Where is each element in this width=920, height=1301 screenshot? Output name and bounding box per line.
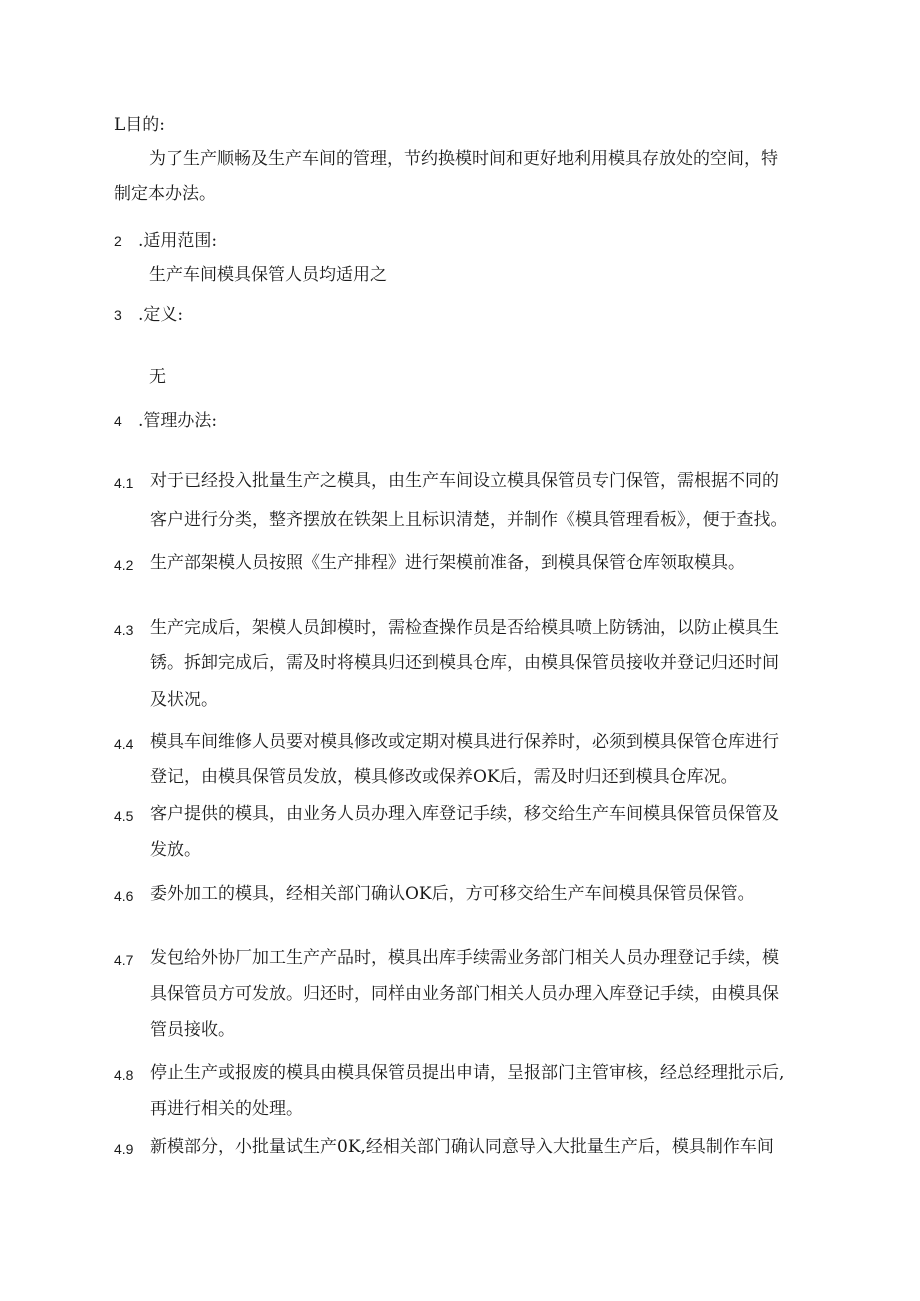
item-4-6-number: 4.6 [114,888,134,904]
section-3-heading: .定义: [138,305,184,325]
item-4-4-line-1: 模具车间维修人员要对模具修改或定期对模具进行保养时，必须到模具保管仓库进行 [150,732,779,752]
item-4-1-number: 4.1 [114,475,134,491]
section-3-body: 无 [149,367,166,387]
section-4-heading: .管理办法: [138,411,218,431]
item-4-5-number: 4.5 [114,808,134,824]
item-4-9-number: 4.9 [114,1141,134,1157]
item-4-8-number: 4.8 [114,1067,134,1083]
section-2-body: 生产车间模具保管人员均适用之 [149,265,387,285]
item-4-1-line-1: 对于已经投入批量生产之模具，由生产车间设立模具保管员专门保管，需根据不同的 [150,471,779,491]
item-4-3-line-2: 锈。拆卸完成后，需及时将模具归还到模具仓库，由模具保管员接收并登记归还时间 [150,653,779,673]
item-4-5-line-1: 客户提供的模具，由业务人员办理入库登记手续，移交给生产车间模具保管员保管及 [150,804,779,824]
item-4-6-line-1: 委外加工的模具，经相关部门确认OK后，方可移交给生产车间模具保管员保管。 [150,884,755,904]
section-1-body-line-2: 制定本办法。 [114,184,216,204]
item-4-5-line-2: 发放。 [150,840,201,860]
section-2-heading: .适用范围: [138,231,218,251]
section-4-number: 4 [114,413,122,429]
section-2-number: 2 [114,233,122,249]
section-1-heading: L目的: [114,115,166,135]
item-4-7-line-3: 管员接收。 [150,1020,235,1040]
item-4-8-line-1: 停止生产或报废的模具由模具保管员提出申请，呈报部门主管审核，经总经理批示后, [150,1063,785,1083]
item-4-4-line-2: 登记，由模具保管员发放，模具修改或保养OK后，需及时归还到模具仓库况。 [150,767,738,787]
item-4-7-line-1: 发包给外协厂加工生产产品时，模具出库手续需业务部门相关人员办理登记手续，模 [150,948,779,968]
section-1-body-line-1: 为了生产顺畅及生产车间的管理，节约换模时间和更好地利用模具存放处的空间，特 [149,149,778,169]
item-4-8-line-2: 再进行相关的处理。 [150,1099,303,1119]
item-4-3-line-1: 生产完成后，架模人员卸模时，需检查操作员是否给模具喷上防锈油，以防止模具生 [150,618,779,638]
item-4-7-line-2: 具保管员方可发放。归还时，同样由业务部门相关人员办理入库登记手续，由模具保 [150,984,779,1004]
section-3-number: 3 [114,307,122,323]
item-4-4-number: 4.4 [114,736,134,752]
item-4-2-number: 4.2 [114,557,134,573]
item-4-3-number: 4.3 [114,622,134,638]
item-4-7-number: 4.7 [114,952,134,968]
item-4-3-line-3: 及状况。 [150,690,218,710]
item-4-9-line-1: 新模部分，小批量试生产0K,经相关部门确认同意导入大批量生产后，模具制作车间 [150,1137,774,1157]
item-4-2-line-1: 生产部架模人员按照《生产排程》进行架模前准备，到模具保管仓库领取模具。 [150,553,745,573]
item-4-1-line-2: 客户进行分类，整齐摆放在铁架上且标识清楚，并制作《模具管理看板》，便于查找。 [150,510,788,530]
